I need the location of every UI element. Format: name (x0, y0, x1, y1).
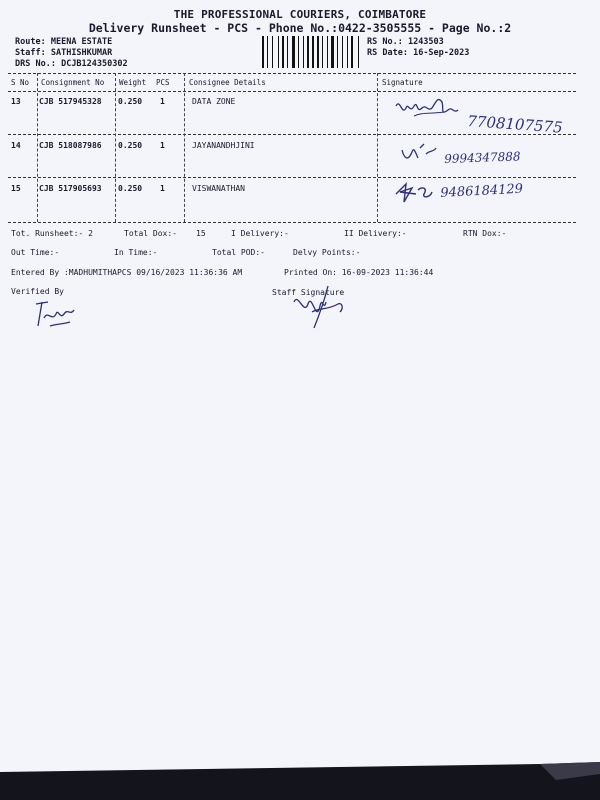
barcode-bar (303, 36, 304, 68)
row-consignee: DATA ZONE (192, 97, 236, 106)
row-pcs: 1 (160, 184, 165, 193)
barcode-bar (269, 36, 271, 68)
column-divider (377, 73, 378, 222)
receiver-signature (398, 140, 440, 168)
staff-signature-label: Staff Signature (272, 288, 345, 297)
barcode-bar (335, 36, 336, 68)
barcode-bar (307, 36, 309, 68)
rs-date-value: 16-Sep-2023 (413, 48, 470, 58)
barcode-bar (298, 36, 299, 68)
row-phone-handwritten: 9994347888 (444, 149, 521, 166)
row-consignee: VISWANATHAN (192, 184, 245, 193)
row-pcs: 1 (160, 97, 165, 106)
column-divider (37, 73, 38, 222)
barcode-bar (289, 36, 291, 68)
total-pod: Total POD:- (212, 248, 265, 257)
runsheet-subtitle: Delivery Runsheet - PCS - Phone No.:0422-3505555 - Page No.:2 (88, 21, 512, 35)
barcode-bar (315, 36, 316, 68)
barcode-bar (347, 36, 348, 68)
staff-value: SATHISHKUMAR (50, 48, 113, 58)
total-dox-value: 15 (196, 229, 206, 238)
barcode-bar (317, 36, 319, 68)
entered-by: Entered By :MADHUMITHAPCS 09/16/2023 11:36:36 AM (11, 268, 243, 277)
drs-line (15, 58, 128, 70)
barcode-bar (310, 36, 311, 68)
drs-label: DRS No.: (15, 59, 56, 69)
barcode-bar (282, 36, 284, 68)
rs-no-value: 1243503 (407, 37, 444, 47)
drs-value: DCJB124350302 (61, 59, 128, 69)
table-bottom-rule (8, 222, 576, 223)
barcode-bar (280, 36, 281, 68)
in-time: In Time:- (114, 248, 158, 257)
row-phone-handwritten: 7708107575 (466, 112, 564, 137)
row-weight: 0.250 (118, 184, 143, 193)
printed-on: Printed On: 16-09-2023 11:36:44 (284, 268, 434, 277)
col-header-consignment: Consignment No (41, 78, 105, 87)
delvy-points: Delvy Points:- (293, 248, 361, 257)
barcode-bar (285, 36, 286, 68)
table-top-rule (8, 73, 576, 74)
barcode-bar (329, 36, 330, 68)
rs-no-label: RS No.: (367, 37, 403, 47)
barcode-bar (292, 36, 295, 68)
barcode-bar (322, 36, 323, 68)
out-time: Out Time:- (11, 248, 60, 257)
col-header-consignee: Consignee Details (189, 78, 266, 87)
barcode-bar (262, 36, 264, 68)
header-bottom-rule (8, 91, 576, 92)
barcode-bar (344, 36, 346, 68)
row-sno: 13 (11, 97, 21, 106)
total-dox-label: Total Dox:- (124, 229, 177, 238)
staff-signature (288, 282, 348, 332)
col-header-signature: Signature (382, 78, 423, 87)
tot-runsheet: Tot. Runsheet:- 2 (11, 229, 93, 238)
receiver-signature (392, 94, 462, 126)
barcode-bar (305, 36, 306, 68)
verifier-signature (30, 296, 80, 336)
staff-label: Staff: (15, 48, 46, 58)
route-label: Route: (15, 37, 46, 47)
barcode-bar (331, 36, 334, 68)
barcode-bar (339, 36, 341, 68)
column-divider (184, 73, 185, 222)
barcode-bar (312, 36, 315, 68)
col-header-pcs: PCS (156, 78, 170, 87)
runsheet-barcode (262, 36, 362, 68)
verified-by-label: Verified By (11, 287, 64, 296)
row-rule (8, 177, 576, 178)
rs-date-label: RS Date: (367, 48, 408, 58)
barcode-bar (354, 36, 357, 68)
barcode-bar (272, 36, 273, 68)
barcode-bar (360, 36, 361, 68)
barcode-bar (351, 36, 353, 68)
row-consignee: JAYANANDHJINI (192, 141, 255, 150)
barcode-bar (278, 36, 279, 68)
barcode-bar (324, 36, 326, 68)
barcode-bar (349, 36, 350, 68)
barcode-bar (287, 36, 288, 68)
rs-date-line (367, 47, 469, 59)
col-header-weight: Weight (119, 78, 147, 87)
receiver-signature (392, 180, 436, 206)
row-weight: 0.250 (118, 97, 143, 106)
row-sno: 15 (11, 184, 21, 193)
barcode-bar (342, 36, 343, 68)
row-weight: 0.250 (118, 141, 143, 150)
barcode-bar (265, 36, 266, 68)
barcode-bar (267, 36, 268, 68)
ii-delivery: II Delivery:- (344, 229, 407, 238)
barcode-bar (274, 36, 277, 68)
barcode-bar (296, 36, 297, 68)
barcode-bar (300, 36, 302, 68)
row-consignment: CJB 518087986 (39, 141, 102, 150)
column-divider (115, 73, 116, 222)
row-rule (8, 134, 576, 135)
i-delivery: I Delivery:- (231, 229, 289, 238)
route-value: MEENA ESTATE (50, 37, 113, 47)
company-title: THE PROFESSIONAL COURIERS, COIMBATORE (173, 8, 427, 21)
barcode-bar (320, 36, 321, 68)
row-sno: 14 (11, 141, 21, 150)
row-phone-handwritten: 9486184129 (440, 181, 524, 201)
barcode-bar (358, 36, 359, 68)
scan-edge-shadow (0, 762, 600, 800)
row-pcs: 1 (160, 141, 165, 150)
barcode-bar (337, 36, 338, 68)
rtn-dox: RTN Dox:- (463, 229, 507, 238)
row-consignment: CJB 517945328 (39, 97, 102, 106)
row-consignment: CJB 517905693 (39, 184, 102, 193)
col-header-sno: S No (11, 78, 30, 87)
barcode-bar (327, 36, 328, 68)
